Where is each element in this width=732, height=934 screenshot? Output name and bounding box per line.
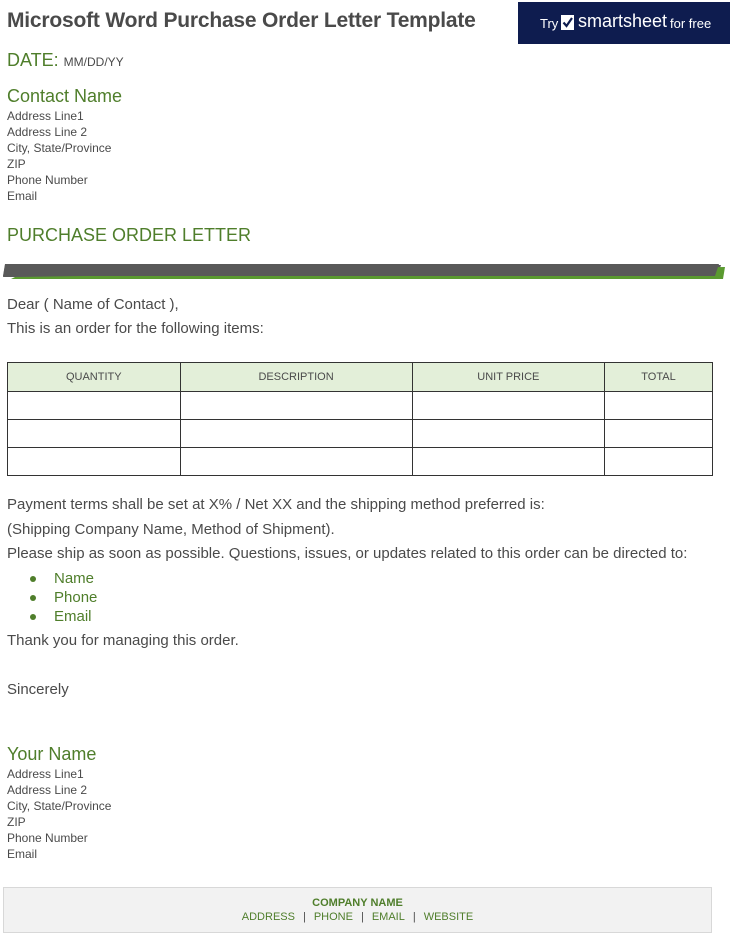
footer-links bbox=[4, 911, 711, 923]
date-row bbox=[7, 50, 124, 71]
sender-phone: Phone Number bbox=[7, 831, 88, 845]
contact-email: Email bbox=[7, 189, 38, 203]
po-heading: PURCHASE ORDER LETTER bbox=[7, 225, 252, 245]
table-cell[interactable] bbox=[180, 420, 412, 448]
contact-zip: ZIP bbox=[7, 157, 26, 171]
date-label: DATE: bbox=[7, 50, 59, 70]
sender-name: Your Name bbox=[7, 744, 97, 764]
table-cell[interactable] bbox=[605, 392, 713, 420]
bullet-icon bbox=[30, 576, 36, 582]
table-cell[interactable] bbox=[412, 448, 604, 476]
table-header-row bbox=[8, 363, 713, 392]
contact-address-line: Address Line1 bbox=[7, 109, 84, 123]
footer bbox=[3, 887, 712, 933]
document-title: Microsoft Word Purchase Order Letter Template bbox=[7, 9, 476, 32]
table-row bbox=[8, 392, 713, 420]
sender-zip: ZIP bbox=[7, 815, 26, 829]
contact-item-email: Email bbox=[54, 608, 92, 625]
table-row bbox=[8, 420, 713, 448]
footer-website: WEBSITE bbox=[423, 911, 474, 923]
payment-terms: Payment terms shall be set at X% / Net XX and the shipping method preferred is: bbox=[7, 496, 545, 513]
table-cell[interactable] bbox=[605, 448, 713, 476]
items-table bbox=[7, 362, 713, 476]
sender-email: Email bbox=[7, 847, 38, 861]
contact-city-state: City, State/Province bbox=[7, 141, 112, 155]
checkmark-icon bbox=[561, 15, 574, 30]
section-divider bbox=[3, 262, 725, 280]
shipping-method: (Shipping Company Name, Method of Shipment). bbox=[7, 521, 335, 538]
banner-brand: smartsheet bbox=[578, 11, 668, 31]
thank-you: Thank you for managing this order. bbox=[7, 632, 239, 649]
closing: Sincerely bbox=[7, 681, 69, 698]
footer-company-name: COMPANY NAME bbox=[312, 897, 403, 909]
footer-address: ADDRESS bbox=[241, 911, 295, 923]
sender-address-block bbox=[7, 766, 111, 862]
bullet-icon bbox=[30, 614, 36, 620]
ship-request: Please ship as soon as possible. Questions, issues, or updates related to this order can be directed to: bbox=[7, 545, 688, 562]
banner-suffix: for free bbox=[670, 16, 712, 31]
header-description: DESCRIPTION bbox=[180, 363, 412, 392]
contact-name: Contact Name bbox=[7, 86, 123, 106]
contact-address-block bbox=[7, 108, 111, 204]
table-cell[interactable] bbox=[605, 420, 713, 448]
contact-item-name: Name bbox=[54, 570, 95, 587]
footer-separator: | bbox=[412, 911, 416, 923]
contact-phone: Phone Number bbox=[7, 173, 88, 187]
table-cell[interactable] bbox=[180, 448, 412, 476]
intro-text: This is an order for the following items: bbox=[7, 320, 264, 337]
header-quantity: QUANTITY bbox=[8, 363, 181, 392]
table-cell[interactable] bbox=[180, 392, 412, 420]
list-item bbox=[30, 607, 97, 626]
footer-separator: | bbox=[302, 911, 306, 923]
footer-phone: PHONE bbox=[313, 911, 353, 923]
table-cell[interactable] bbox=[412, 392, 604, 420]
sender-address-line: Address Line 2 bbox=[7, 783, 88, 797]
list-item bbox=[30, 569, 97, 588]
footer-separator: | bbox=[360, 911, 364, 923]
table-cell[interactable] bbox=[8, 448, 181, 476]
list-item bbox=[30, 588, 97, 607]
sender-address-line: Address Line1 bbox=[7, 767, 84, 781]
contact-item-phone: Phone bbox=[54, 589, 98, 606]
table-cell[interactable] bbox=[8, 420, 181, 448]
table-cell[interactable] bbox=[412, 420, 604, 448]
footer-email: EMAIL bbox=[371, 911, 405, 923]
sender-city-state: City, State/Province bbox=[7, 799, 112, 813]
contact-list bbox=[30, 569, 97, 626]
date-value: MM/DD/YY bbox=[63, 55, 124, 69]
contact-address-line: Address Line 2 bbox=[7, 125, 88, 139]
smartsheet-banner[interactable] bbox=[518, 2, 730, 44]
table-cell[interactable] bbox=[8, 392, 181, 420]
banner-try-text: Try bbox=[540, 16, 559, 31]
header-unit-price: UNIT PRICE bbox=[412, 363, 604, 392]
greeting: Dear ( Name of Contact ), bbox=[7, 296, 179, 313]
bullet-icon bbox=[30, 595, 36, 601]
header-total: TOTAL bbox=[605, 363, 713, 392]
table-row bbox=[8, 448, 713, 476]
